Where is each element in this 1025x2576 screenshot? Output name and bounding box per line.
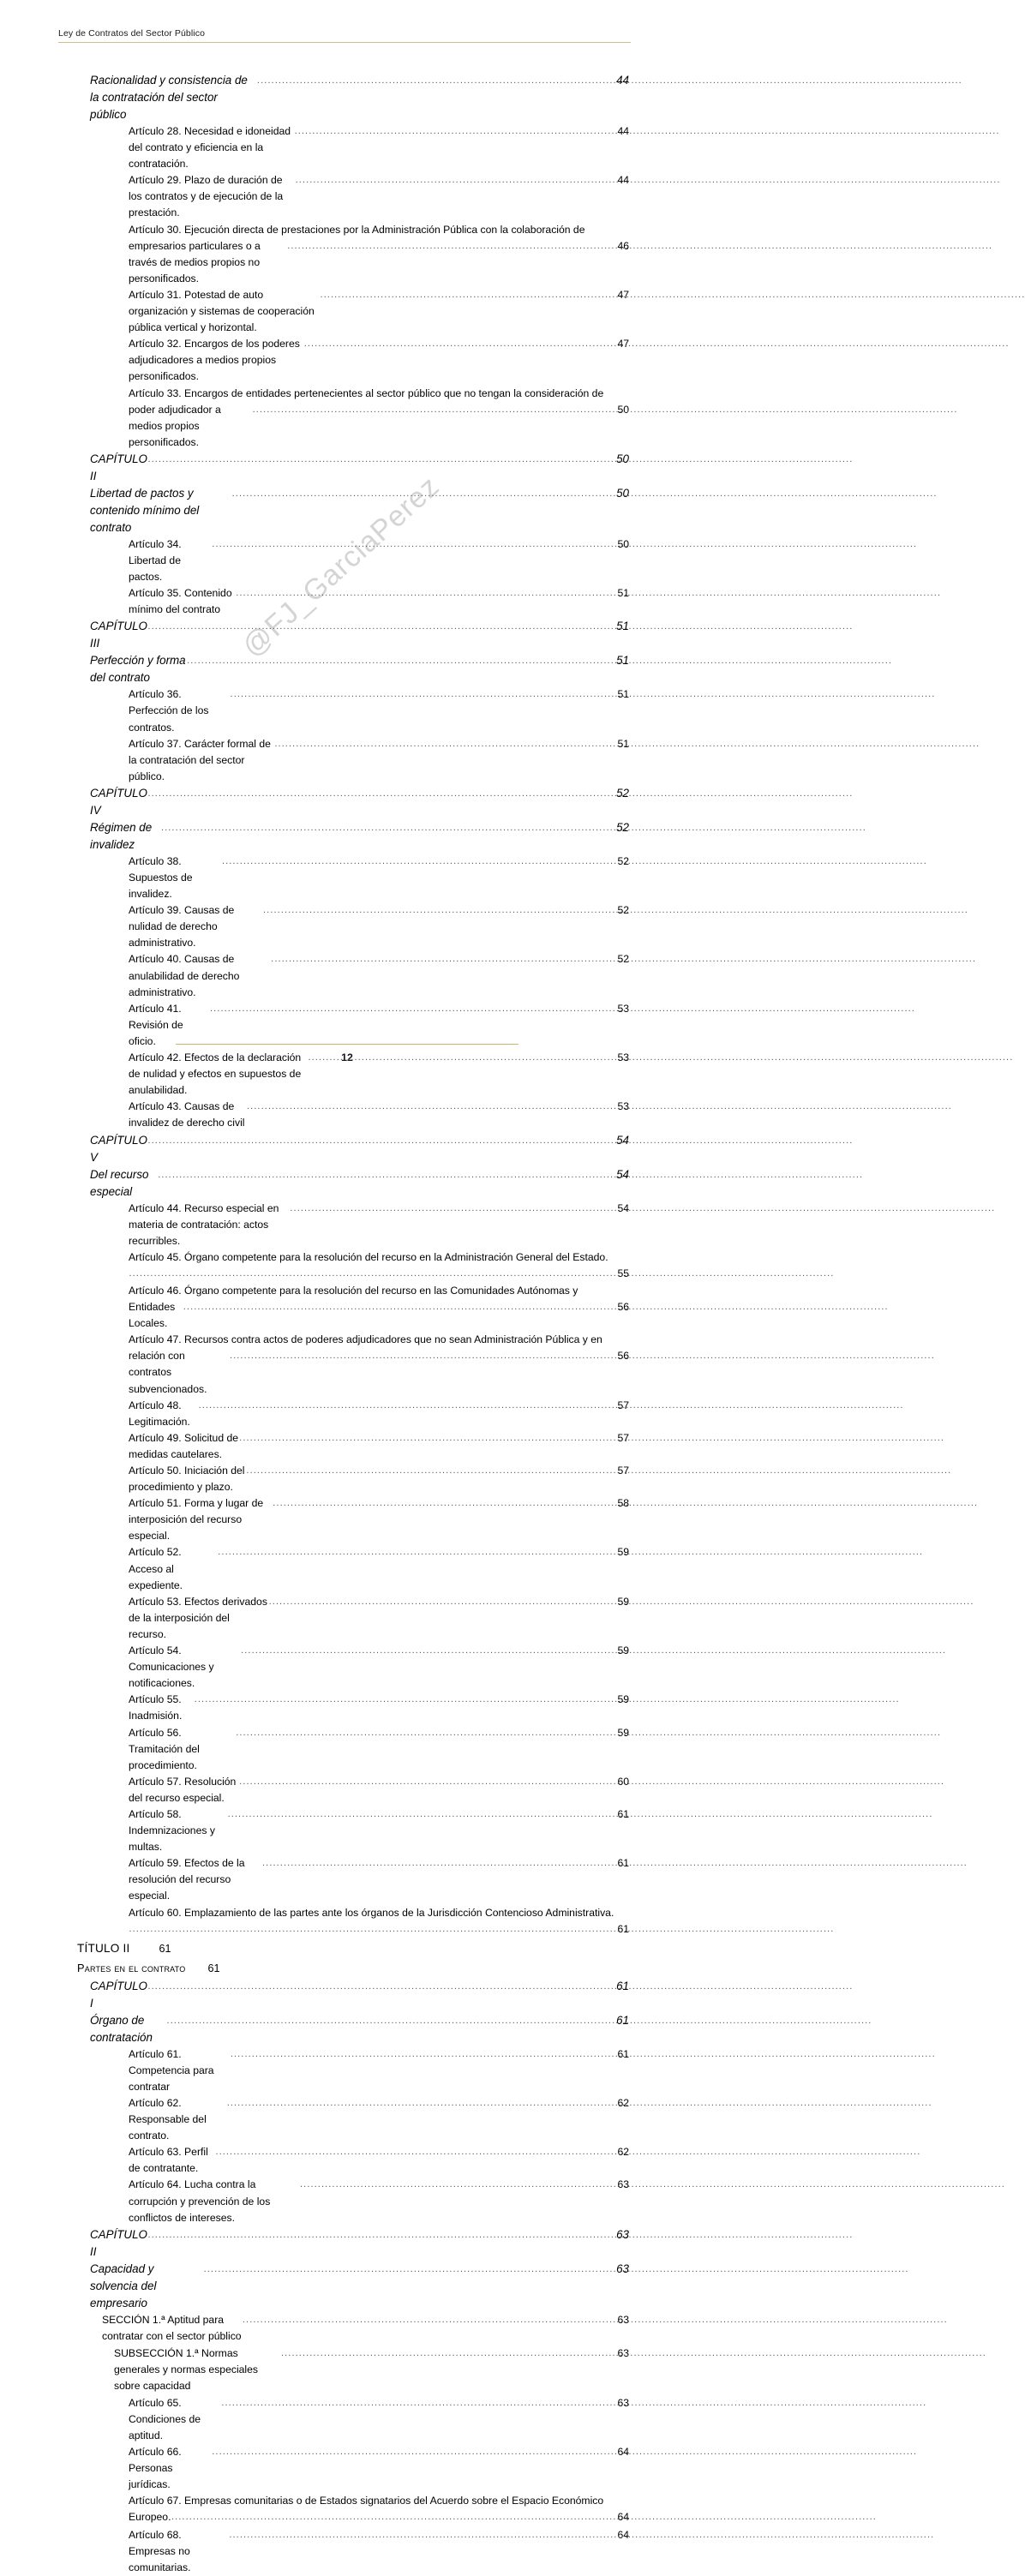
header-divider-rule [58, 42, 631, 43]
toc-entry-line [129, 2509, 629, 2526]
toc-dot-leader [147, 2226, 615, 2244]
toc-entry-article[interactable] [129, 1774, 629, 1806]
toc-entry-article[interactable] [129, 2095, 629, 2144]
toc-entry-article[interactable] [129, 222, 629, 287]
toc-dot-leader [210, 1001, 616, 1017]
toc-entry-page-number: 51 [616, 620, 629, 633]
toc-entry-label: Del recurso especial [90, 1167, 149, 1198]
toc-entry-line [129, 1050, 629, 1099]
toc-entry-line [90, 785, 629, 819]
toc-entry-article[interactable] [129, 1806, 629, 1855]
toc-entry-line [129, 238, 629, 287]
toc-entry-label: Artículo 52. Acceso al expediente. [129, 1546, 183, 1591]
toc-dot-leader [247, 1099, 616, 1115]
toc-entry-page-number: 63 [617, 2313, 629, 2326]
toc-entry-label: Régimen de invalidez [90, 820, 153, 851]
toc-dot-leader [246, 1463, 616, 1479]
toc-entry-label: CAPÍTULO IV [90, 786, 147, 817]
toc-entry-page-number: 61 [617, 1857, 629, 1870]
toc-entry-line [129, 854, 629, 902]
toc-entry-label: Artículo 49. Solicitud de medidas cautelares. [129, 1431, 239, 1460]
toc-entry-line [129, 686, 629, 735]
toc-entry-line [129, 2444, 629, 2493]
toc-dot-leader [295, 123, 617, 140]
toc-entry-label: Artículo 61. Competencia para contratar [129, 2047, 214, 2093]
toc-entry-page-number: 50 [616, 486, 629, 500]
toc-entry-page-number: 47 [617, 288, 629, 301]
toc-entry-label: SECCIÓN 1.ª Aptitud para contratar con el sector público [102, 2313, 242, 2343]
toc-entry-label: Artículo 37. Carácter formal de la contratación del sector público. [129, 737, 271, 782]
toc-entry-line [129, 336, 629, 385]
running-header-title: Ley de Contratos del Sector Público [58, 28, 206, 39]
toc-entry-label: Partes en el contrato [77, 1961, 186, 1974]
toc-entry-label: Artículo 65. Condiciones de aptitud. [129, 2396, 201, 2441]
toc-entry-line [129, 951, 629, 1000]
toc-entry-label: relación con contratos subvencionados. [129, 1350, 207, 1395]
toc-entry-text-line1: Artículo 47. Recursos contra actos de poderes adjudicadores que no sean Administración Pública y en [129, 1333, 602, 1346]
toc-entry-line [90, 1166, 629, 1201]
toc-dot-leader [232, 485, 615, 502]
toc-entry-line [90, 2012, 629, 2046]
toc-entry-page-number: 59 [617, 1546, 629, 1559]
toc-entry-label: Artículo 32. Encargos de los poderes adjudicadores a medios propios personificados. [129, 338, 300, 383]
toc-entry-line [129, 2395, 629, 2444]
toc-entry-chapter[interactable] [90, 652, 629, 686]
toc-entry-label: Artículo 48. Legitimación. [129, 1399, 190, 1428]
toc-entry-page-number: 50 [617, 403, 629, 416]
toc-entry-line [90, 1978, 629, 2012]
toc-entry-page-number: 44 [617, 174, 629, 187]
toc-entry-line [129, 1299, 629, 1332]
toc-entry-label: CAPÍTULO II [90, 452, 147, 482]
toc-entry-text-line1: Artículo 30. Ejecución directa de prestaciones por la Administración Pública con la colaboración de [129, 223, 585, 236]
toc-entry-page-number: 51 [617, 688, 629, 701]
toc-entry-article[interactable] [129, 1249, 629, 1283]
toc-dot-leader [171, 2509, 616, 2525]
toc-entry-page-number: 59 [617, 1693, 629, 1706]
toc-entry-page-number: 52 [617, 953, 629, 966]
toc-dot-leader [221, 2395, 616, 2411]
toc-entry-article[interactable] [129, 2395, 629, 2444]
toc-entry-line [129, 736, 629, 785]
toc-entry-article[interactable] [129, 2177, 629, 2226]
toc-dot-leader [321, 287, 617, 303]
toc-entry-page-number: 63 [617, 2396, 629, 2409]
toc-entry-page-number: 59 [617, 1644, 629, 1657]
toc-dot-leader [274, 736, 616, 752]
toc-entry-page-number: 57 [617, 1399, 629, 1411]
toc-entry-page-number: 61 [617, 2047, 629, 2060]
toc-entry-chapter[interactable] [90, 618, 629, 652]
toc-entry-label: Entidades Locales. [129, 1301, 176, 1330]
toc-entry-label: Artículo 41. Revisión de oficio. [129, 1002, 183, 1047]
toc-dot-leader [239, 1430, 616, 1447]
toc-entry-page-number: 57 [617, 1431, 629, 1444]
toc-entry-label: CAPÍTULO I [90, 1979, 147, 2010]
toc-entry-label: Artículo 57. Resolución del recurso especial. [129, 1775, 237, 1804]
toc-entry-label: Artículo 55. Inadmisión. [129, 1693, 183, 1722]
toc-entry-page-number: 53 [617, 1002, 629, 1015]
toc-entry-article[interactable] [129, 2144, 629, 2177]
toc-entry-page-number: 51 [617, 587, 629, 600]
toc-entry-page-number: 53 [617, 1051, 629, 1064]
toc-dot-leader [227, 2095, 617, 2112]
toc-entry-chapter[interactable] [90, 451, 629, 485]
toc-entry-label: Órgano de contratación [90, 2013, 153, 2044]
toc-entry-text-line1: Artículo 45. Órgano competente para la resolución del recurso en la Administración General del Estado. [129, 1250, 608, 1263]
toc-entry-page-number: 61 [159, 1942, 171, 1955]
toc-entry-line [129, 1774, 629, 1806]
toc-entry-article[interactable] [129, 902, 629, 951]
toc-entry-chapter[interactable] [90, 1166, 629, 1201]
toc-entry-label: Artículo 36. Perfección de los contratos. [129, 688, 209, 734]
toc-entry-page-number: 62 [617, 2146, 629, 2159]
toc-entry-page-number: 47 [617, 338, 629, 350]
toc-entry-article[interactable] [129, 2046, 629, 2095]
toc-entry-line [129, 172, 629, 221]
toc-entry-text-line1: Artículo 67. Empresas comunitarias o de Estados signatarios del Acuerdo sobre el Espacio Económico [129, 2495, 604, 2507]
toc-entry-article[interactable] [129, 1283, 629, 1332]
toc-entry-article[interactable] [129, 585, 629, 618]
toc-entry-label: Artículo 51. Forma y lugar de interposición del recurso especial. [129, 1497, 264, 1543]
toc-entry-article[interactable] [129, 386, 629, 451]
toc-entry-page-number: 59 [617, 1595, 629, 1608]
toc-entry-seccion[interactable] [102, 2312, 629, 2345]
toc-entry-article[interactable] [129, 536, 629, 585]
toc-entry-line [129, 1348, 629, 1397]
toc-dot-leader [147, 618, 615, 635]
toc-entry-line [129, 402, 629, 451]
toc-entry-article[interactable] [129, 1463, 629, 1495]
watermark-text: @FJ_GarciaPerez [236, 470, 447, 663]
toc-entry-chapter[interactable] [90, 2226, 629, 2261]
toc-entry-line [129, 2095, 629, 2144]
toc-entry-label: Artículo 43. Causas de invalidez de derecho civil [129, 1100, 245, 1129]
toc-dot-leader [241, 1643, 616, 1659]
toc-entry-article[interactable] [129, 2444, 629, 2493]
toc-entry-chapter[interactable] [90, 1132, 629, 1166]
toc-dot-leader [231, 686, 617, 703]
toc-entry-label: Artículo 38. Supuestos de invalidez. [129, 854, 193, 901]
toc-entry-page-number: 51 [616, 654, 629, 668]
toc-entry-label: Europeo. [129, 2511, 171, 2524]
toc-entry-line [129, 1725, 629, 1774]
toc-entry-article[interactable] [129, 287, 629, 336]
toc-entry-label: Artículo 63. Perfil de contratante. [129, 2146, 208, 2175]
toc-entry-line [129, 1495, 629, 1544]
toc-entry-line [90, 819, 629, 854]
toc-dot-leader [290, 1201, 616, 1217]
toc-entry-article[interactable] [129, 951, 629, 1000]
toc-dot-leader [167, 2012, 616, 2029]
toc-dot-leader [239, 1774, 616, 1790]
toc-dot-leader [129, 1921, 617, 1938]
toc-entry-chapter[interactable] [90, 485, 629, 536]
toc-dot-leader [243, 2312, 617, 2328]
toc-entry-label: Artículo 50. Iniciación del procedimiento y plazo. [129, 1465, 245, 1494]
toc-entry-line [129, 585, 629, 618]
toc-entry-page-number: 58 [617, 1497, 629, 1510]
toc-entry-article[interactable] [129, 1201, 629, 1249]
toc-dot-leader [161, 819, 615, 836]
toc-entry-line [129, 536, 629, 585]
running-header [58, 27, 631, 43]
toc-dot-leader [218, 1544, 616, 1561]
toc-entry-page-number: 53 [617, 1100, 629, 1113]
toc-entry-titulo[interactable] [77, 1938, 629, 1959]
toc-entry-line [129, 1855, 629, 1904]
toc-dot-leader [304, 336, 617, 352]
toc-dot-leader [212, 536, 616, 553]
toc-entry-page-number: 63 [616, 2227, 629, 2241]
toc-entry-label: Perfección y forma del contrato [90, 654, 186, 685]
toc-entry-line [90, 1132, 629, 1166]
toc-entry-label: Artículo 42. Efectos de la declaración de nulidad y efectos en supuestos de anulabilidad. [129, 1051, 302, 1097]
toc-entry-page-number: 54 [616, 1133, 629, 1147]
toc-entry-label: TÍTULO II [77, 1941, 130, 1955]
toc-entry-label: Artículo 35. Contenido mínimo del contrato [129, 587, 232, 616]
toc-entry-label: Artículo 34. Libertad de pactos. [129, 537, 182, 584]
toc-entry-line [129, 1692, 629, 1724]
toc-entry-label: Artículo 54. Comunicaciones y notificaciones. [129, 1644, 214, 1690]
toc-entry-parte[interactable] [77, 1959, 629, 1978]
toc-entry-article[interactable] [129, 1855, 629, 1904]
toc-entry-article[interactable] [129, 1332, 629, 1397]
toc-entry-label: CAPÍTULO III [90, 620, 147, 650]
toc-dot-leader [228, 1806, 617, 1823]
toc-entry-line [129, 1544, 629, 1593]
toc-entry-label: Artículo 31. Potestad de auto organización y sistemas de cooperación pública vertical y horizontal. [129, 288, 315, 334]
toc-entry-chapter[interactable] [90, 2261, 629, 2312]
toc-entry-page-number: 64 [617, 2528, 629, 2541]
toc-entry-page-number: 56 [617, 1301, 629, 1314]
toc-dot-leader [222, 854, 617, 870]
toc-dot-leader [296, 172, 617, 189]
toc-entry-line [90, 2226, 629, 2261]
toc-entry-page-number: 61 [207, 1962, 220, 1974]
toc-entry-label: Artículo 66. Personas jurídicas. [129, 2446, 182, 2491]
toc-entry-label: Artículo 40. Causas de anulabilidad de derecho administrativo. [129, 953, 240, 998]
toc-dot-leader [230, 1348, 616, 1364]
toc-dot-leader [269, 1594, 617, 1610]
toc-entry-chapter[interactable] [90, 785, 629, 819]
toc-entry-line [129, 2046, 629, 2095]
toc-dot-leader [195, 1692, 617, 1708]
toc-entry-label: CAPÍTULO II [90, 2227, 147, 2258]
toc-dot-leader [257, 72, 615, 89]
toc-entry-article[interactable] [129, 736, 629, 785]
toc-entry-article[interactable] [129, 336, 629, 385]
toc-entry-article[interactable] [129, 854, 629, 902]
toc-entry-page-number: 60 [617, 1775, 629, 1788]
toc-dot-leader [147, 1132, 615, 1149]
toc-entry-line [129, 1643, 629, 1692]
toc-dot-leader [308, 1050, 616, 1066]
toc-entry-article[interactable] [129, 2527, 629, 2576]
footer-page-number: 12 [341, 1051, 353, 1063]
toc-entry-line [90, 2261, 629, 2312]
toc-dot-leader [236, 1725, 616, 1741]
toc-entry-label: Artículo 53. Efectos derivados de la interposición del recurso. [129, 1595, 267, 1640]
toc-entry-page-number: 44 [617, 125, 629, 137]
toc-entry-page-number: 50 [616, 452, 629, 465]
toc-entry-line [102, 2312, 629, 2345]
toc-entry-text-line1: Artículo 60. Emplazamiento de las partes ante los órganos de la Jurisdicción Contencioso Administrativa. [129, 1906, 614, 1919]
toc-entry-line [129, 287, 629, 336]
toc-dot-leader [129, 1266, 617, 1282]
toc-entry-line [129, 1463, 629, 1495]
toc-entry-page-number: 55 [617, 1267, 629, 1279]
toc-entry-page-number: 52 [617, 854, 629, 867]
toc-dot-leader [231, 2046, 617, 2063]
toc-entry-page-number: 50 [617, 537, 629, 550]
toc-entry-label: Artículo 68. Empresas no comunitarias. [129, 2528, 191, 2573]
toc-dot-leader [215, 2144, 616, 2160]
toc-dot-leader [271, 951, 616, 967]
toc-entry-article[interactable] [129, 1544, 629, 1593]
toc-entry-page-number: 63 [616, 2261, 629, 2275]
toc-entry-page-number: 52 [616, 820, 629, 834]
toc-entry-article[interactable] [129, 1643, 629, 1692]
toc-entry-line [129, 902, 629, 951]
toc-entry-line [129, 1266, 629, 1283]
toc-entry-line [129, 1430, 629, 1463]
toc-entry-page-number: 61 [616, 1979, 629, 1992]
toc-entry-label: CAPÍTULO V [90, 1133, 147, 1164]
toc-entry-label: empresarios particulares o a través de medios propios no personificados. [129, 239, 261, 285]
toc-entry-page-number: 61 [616, 2013, 629, 2027]
toc-entry-line [129, 1099, 629, 1131]
toc-entry-article[interactable] [129, 1398, 629, 1430]
toc-entry-text-line1: Artículo 33. Encargos de entidades pertenecientes al sector público que no tengan la consideración de [129, 386, 604, 399]
toc-entry-page-number: 46 [617, 239, 629, 252]
toc-entry-page-number: 52 [617, 904, 629, 917]
toc-entry-label: Artículo 39. Causas de nulidad de derecho administrativo. [129, 904, 235, 950]
toc-entry-page-number: 52 [616, 786, 629, 800]
toc-entry-line [90, 652, 629, 686]
toc-entry-article[interactable] [129, 1905, 629, 1938]
toc-entry-label: Artículo 59. Efectos de la resolución del recurso especial. [129, 1857, 245, 1902]
toc-entry-page-number: 57 [617, 1465, 629, 1477]
toc-dot-leader [229, 2527, 616, 2543]
toc-dot-leader [199, 1398, 617, 1414]
toc-dot-leader [236, 585, 616, 602]
toc-entry-article[interactable] [129, 1594, 629, 1643]
toc-entry-article[interactable] [129, 1050, 629, 1099]
toc-entry-article[interactable] [129, 1725, 629, 1774]
toc-entry-line [129, 2527, 629, 2576]
toc-entry-article[interactable] [129, 686, 629, 735]
toc-entry-article[interactable] [129, 1692, 629, 1724]
toc-entry-label: Artículo 44. Recurso especial en materia de contratación: actos recurribles. [129, 1201, 279, 1247]
toc-entry-line [129, 123, 629, 172]
toc-entry-label: Capacidad y solvencia del empresario [90, 2261, 157, 2309]
toc-entry-subseccion[interactable] [114, 2345, 629, 2395]
toc-entry-line [90, 618, 629, 652]
toc-entry-article[interactable] [129, 1430, 629, 1463]
toc-dot-leader [204, 2261, 615, 2278]
toc-entry-line [129, 1001, 629, 1050]
toc-entry-page-number: 51 [617, 737, 629, 750]
toc-entry-label: Artículo 28. Necesidad e idoneidad del contrato y eficiencia en la contratación. [129, 125, 291, 171]
toc-dot-leader [253, 402, 617, 418]
toc-entry-page-number: 64 [617, 2511, 629, 2524]
toc-entry-page-number: 44 [616, 74, 629, 87]
toc-entry-line [129, 2144, 629, 2177]
toc-dot-leader [300, 2177, 616, 2193]
toc-entry-label: Artículo 58. Indemnizaciones y multas. [129, 1807, 215, 1854]
toc-dot-leader [212, 2444, 616, 2460]
toc-entry-chapter[interactable] [90, 1978, 629, 2012]
toc-entry-label: Artículo 29. Plazo de duración de los contratos y de ejecución de la prestación. [129, 174, 284, 219]
toc-entry-article[interactable] [129, 172, 629, 221]
toc-entry-line [90, 485, 629, 536]
toc-entry-page-number: 61 [617, 1807, 629, 1820]
toc-entry-label: Artículo 56. Tramitación del procedimiento. [129, 1726, 200, 1771]
toc-entry-line [114, 2345, 629, 2395]
toc-entry-label: Artículo 62. Responsable del contrato. [129, 2097, 207, 2142]
toc-entry-page-number: 61 [617, 1922, 629, 1935]
toc-entry-article[interactable] [129, 1495, 629, 1544]
toc-entry-article[interactable] [129, 1001, 629, 1050]
toc-entry-page-number: 54 [616, 1167, 629, 1181]
toc-dot-leader [147, 1978, 615, 1995]
table-of-contents [77, 72, 629, 2576]
toc-entry-label: Libertad de pactos y contenido mínimo del contrato [90, 486, 200, 534]
toc-entry-line [129, 1806, 629, 1855]
toc-entry-line [90, 72, 629, 123]
toc-entry-line [129, 1921, 629, 1938]
toc-dot-leader [187, 652, 615, 669]
toc-entry-page-number: 62 [617, 2097, 629, 2109]
toc-dot-leader [281, 2345, 616, 2362]
toc-entry-label: poder adjudicador a medios propios personificados. [129, 403, 221, 448]
toc-dot-leader [183, 1299, 617, 1315]
toc-entry-page-number: 59 [617, 1726, 629, 1739]
toc-entry-chapter[interactable] [90, 72, 629, 123]
toc-entry-article[interactable] [129, 123, 629, 172]
toc-dot-leader [147, 451, 615, 468]
toc-dot-leader [158, 1166, 615, 1183]
toc-dot-leader [262, 1855, 616, 1872]
toc-entry-chapter[interactable] [90, 2012, 629, 2046]
toc-dot-leader [147, 785, 615, 802]
toc-dot-leader [263, 902, 616, 919]
toc-dot-leader [287, 238, 616, 255]
toc-entry-line [129, 1594, 629, 1643]
toc-entry-chapter[interactable] [90, 819, 629, 854]
toc-entry-line [129, 1398, 629, 1430]
toc-entry-article[interactable] [129, 1099, 629, 1131]
toc-entry-page-number: 56 [617, 1350, 629, 1363]
toc-entry-line [129, 2177, 629, 2226]
toc-dot-leader [273, 1495, 616, 1512]
toc-entry-label: SUBSECCIÓN 1.ª Normas generales y normas especiales sobre capacidad [114, 2346, 259, 2393]
toc-entry-page-number: 54 [617, 1201, 629, 1214]
toc-entry-label: Racionalidad y consistencia de la contratación del sector público [90, 74, 248, 121]
toc-entry-text-line1: Artículo 46. Órgano competente para la resolución del recurso en las Comunidades Autónomas y [129, 1284, 578, 1297]
toc-entry-article[interactable] [129, 2493, 629, 2526]
toc-entry-label: Artículo 64. Lucha contra la corrupción y prevención de los conflictos de intereses. [129, 2178, 271, 2224]
toc-entry-page-number: 63 [617, 2178, 629, 2191]
toc-entry-page-number: 64 [617, 2446, 629, 2459]
toc-entry-line [90, 451, 629, 485]
toc-entry-line [129, 1201, 629, 1249]
toc-entry-page-number: 63 [617, 2346, 629, 2359]
